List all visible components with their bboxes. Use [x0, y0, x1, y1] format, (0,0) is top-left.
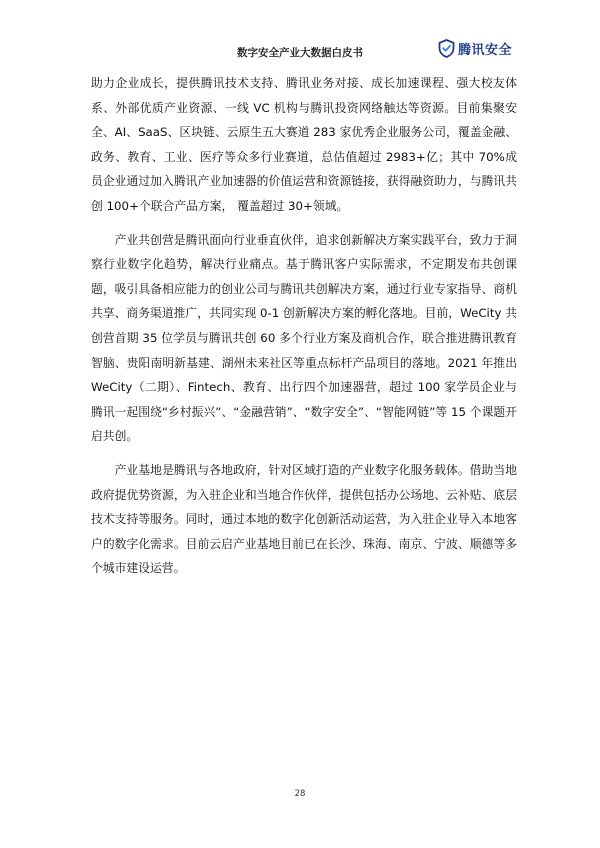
body-text: [91, 71, 517, 590]
brand-name: 腾讯安全: [457, 43, 512, 58]
page-header-title: 数字安全产业大数据白皮书: [237, 47, 363, 59]
paragraph-accelerator-continued: 助力企业成长，提供腾讯技术支持、腾讯业务对接、成长加速课程、强大校友体系、外部优质产业资源、一线 VC 机构与腾讯投资网络触达等资源。目前集聚安全、AI、SaaS、区块链、云原生五大赛道 283 家优秀企业服务公司，覆盖金融、政务、教育、工业、医疗等众多行业赛道，总估值超过 2983+亿；其中 70%成员企业通过加入腾讯产业加速器的价值运营和资源链接，获得融资助力，与腾讯共创 100+个联合产品方案， 覆盖超过 30+领域。: [91, 76, 517, 213]
page-number: 28: [294, 789, 306, 799]
brand-logo: [438, 39, 512, 58]
paragraph-co-creation-camp: 产业共创营是腾讯面向行业垂直伙伴，追求创新解决方案实践平台，致力于洞察行业数字化趋势，解决行业痛点。基于腾讯客户实际需求，不定期发布共创课题，吸引具备相应能力的创业公司与腾讯共创解决方案，通过行业专家指导、商机共享、商务渠道推广，共同实现 0-1 创新解决方案的孵化落地。目前，WeCity 共创营首期 35 位学员与腾讯共创 60 多个行业方案及商机合作，联合推进腾讯教育智脑、贵阳南明新基建、湖州未来社区等重点标杆产品项目的落地。2021 年推出 WeCity（二期）、Fintech、教育、出行四个加速器营，超过 100 家学员企业与腾讯一起围绕“乡村振兴”、“金融营销”、“数字安全”、“智能网链”等 15 个课题开启共创。: [91, 232, 517, 444]
paragraph-industry-base: 产业基地是腾讯与各地政府，针对区域打造的产业数字化服务载体。借助当地政府提优势资源，为入驻企业和当地合作伙伴，提供包括办公场地、云补贴、底层技术支持等服务。同时，通过本地的数字化创新活动运营，为入驻企业导入本地客户的数字化需求。目前云启产业基地目前已在长沙、珠海、南京、宁波、顺德等多个城市建设运营。: [91, 462, 517, 576]
shield-icon: [438, 39, 455, 58]
